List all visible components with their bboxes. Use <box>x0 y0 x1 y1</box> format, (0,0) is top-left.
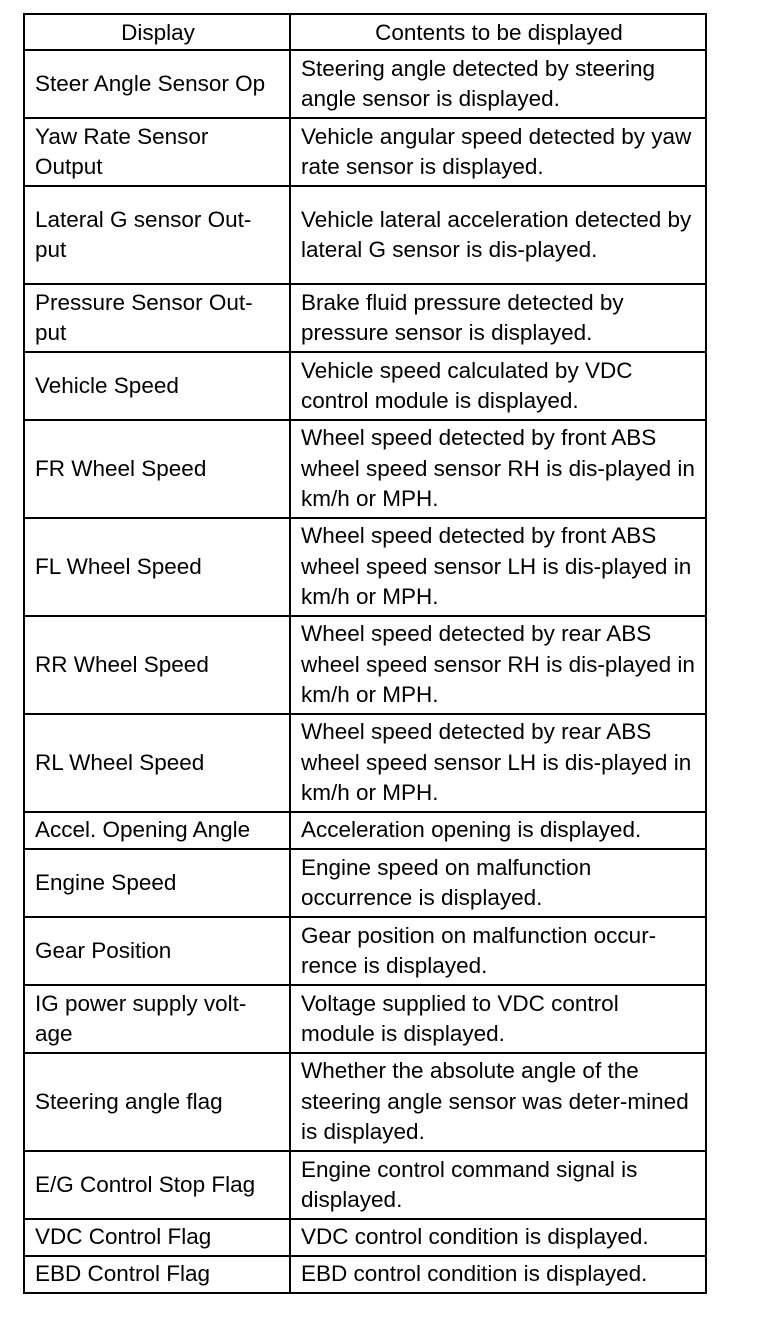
table-row <box>24 812 706 849</box>
display-item-cell: Vehicle Speed <box>24 352 290 420</box>
table-row <box>24 518 706 616</box>
table-row <box>24 420 706 518</box>
contents-cell: Engine speed on malfunction occurrence is displayed. <box>290 849 706 917</box>
contents-cell: Wheel speed detected by front ABS wheel speed sensor LH is dis-played in km/h or MPH. <box>290 518 706 616</box>
display-item-cell: Steering angle flag <box>24 1053 290 1151</box>
table-row <box>24 186 706 284</box>
contents-cell: Acceleration opening is displayed. <box>290 812 706 849</box>
contents-cell: Engine control command signal is displayed. <box>290 1151 706 1219</box>
contents-cell: Voltage supplied to VDC control module is displayed. <box>290 985 706 1053</box>
contents-cell: Wheel speed detected by front ABS wheel speed sensor RH is dis-played in km/h or MPH. <box>290 420 706 518</box>
table-header-row <box>24 14 706 50</box>
display-items-table <box>23 13 707 1294</box>
display-item-cell: Lateral G sensor Out-put <box>24 186 290 284</box>
contents-cell: Vehicle speed calculated by VDC control module is displayed. <box>290 352 706 420</box>
table-row <box>24 985 706 1053</box>
contents-cell: Whether the absolute angle of the steering angle sensor was deter-mined is displayed. <box>290 1053 706 1151</box>
table-row <box>24 50 706 118</box>
contents-cell: EBD control condition is displayed. <box>290 1256 706 1293</box>
display-item-cell: VDC Control Flag <box>24 1219 290 1256</box>
contents-cell: Vehicle angular speed detected by yaw rate sensor is displayed. <box>290 118 706 186</box>
display-item-cell: RL Wheel Speed <box>24 714 290 812</box>
table-row <box>24 1219 706 1256</box>
column-header-contents: Contents to be displayed <box>290 14 706 50</box>
column-header-display: Display <box>24 14 290 50</box>
display-item-cell: FR Wheel Speed <box>24 420 290 518</box>
display-item-cell: Accel. Opening Angle <box>24 812 290 849</box>
table-row <box>24 917 706 985</box>
table-row <box>24 284 706 352</box>
display-item-cell: RR Wheel Speed <box>24 616 290 714</box>
contents-cell: Brake fluid pressure detected by pressure sensor is displayed. <box>290 284 706 352</box>
table-row <box>24 714 706 812</box>
display-item-cell: Gear Position <box>24 917 290 985</box>
contents-cell: Wheel speed detected by rear ABS wheel speed sensor LH is dis-played in km/h or MPH. <box>290 714 706 812</box>
contents-cell: Vehicle lateral acceleration detected by lateral G sensor is dis-played. <box>290 186 706 284</box>
display-item-cell: EBD Control Flag <box>24 1256 290 1293</box>
table-row <box>24 1256 706 1293</box>
display-item-cell: Pressure Sensor Out-put <box>24 284 290 352</box>
contents-cell: Gear position on malfunction occur-rence is displayed. <box>290 917 706 985</box>
contents-cell: Wheel speed detected by rear ABS wheel speed sensor RH is dis-played in km/h or MPH. <box>290 616 706 714</box>
display-item-cell: E/G Control Stop Flag <box>24 1151 290 1219</box>
display-item-cell: Steer Angle Sensor Op <box>24 50 290 118</box>
contents-cell: Steering angle detected by steering angle sensor is displayed. <box>290 50 706 118</box>
table-row <box>24 118 706 186</box>
table-row <box>24 1053 706 1151</box>
display-item-cell: Yaw Rate Sensor Output <box>24 118 290 186</box>
display-item-cell: IG power supply volt-age <box>24 985 290 1053</box>
contents-cell: VDC control condition is displayed. <box>290 1219 706 1256</box>
table-row <box>24 352 706 420</box>
display-item-cell: FL Wheel Speed <box>24 518 290 616</box>
table-row <box>24 616 706 714</box>
table-row <box>24 849 706 917</box>
display-item-cell: Engine Speed <box>24 849 290 917</box>
table-row <box>24 1151 706 1219</box>
table-body <box>24 50 706 1293</box>
